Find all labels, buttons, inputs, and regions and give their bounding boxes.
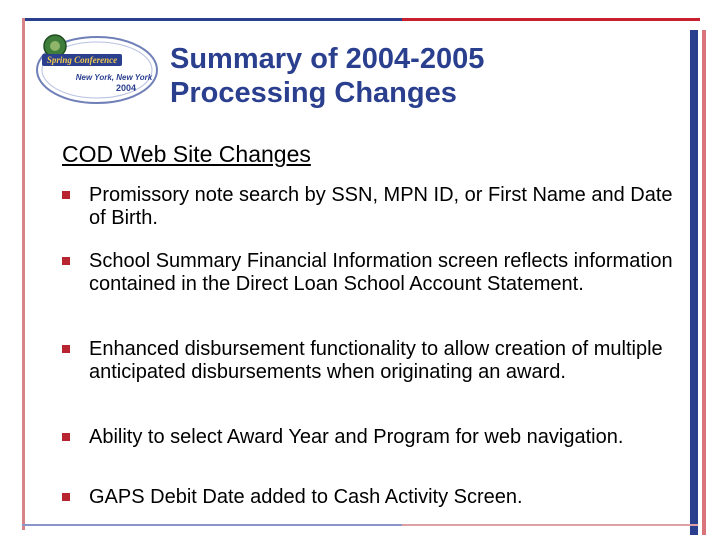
slide-title [170,42,670,110]
square-bullet-icon [62,257,70,265]
square-bullet-icon [62,493,70,501]
bullet-text: Enhanced disbursement functionality to allow creation of multiple anticipated disbursements when originating an award. [89,338,663,383]
square-bullet-icon [62,191,70,199]
bullet-item [62,250,682,296]
bullet-item [62,184,682,230]
bullet-text: Ability to select Award Year and Program for web navigation. [89,426,624,448]
section-heading: COD Web Site Changes [62,141,311,167]
bullet-text: Promissory note search by SSN, MPN ID, or First Name and Date of Birth. [89,184,673,229]
bullet-item [62,338,682,384]
square-bullet-icon [62,345,70,353]
slide-title-line-1: Summary of 2004-2005 [170,43,485,75]
right-frame-bar-red [702,30,706,535]
logo-year-text: 2004 [115,83,137,93]
right-frame-bar-blue [690,30,698,535]
bullet-item [62,486,682,509]
bottom-frame-bar-blue [22,524,402,526]
logo-banner-text: Spring Conference [46,55,118,65]
bullet-text: GAPS Debit Date added to Cash Activity Screen. [89,486,523,508]
square-bullet-icon [62,433,70,441]
spring-conference-logo [34,32,160,106]
top-frame-bar-blue [22,18,402,21]
bullet-item [62,426,682,449]
logo-location-text: New York, New York [75,73,153,82]
bottom-frame-bar-red [402,524,698,526]
top-frame-bar-red [402,18,700,21]
slide-title-line-2: Processing Changes [170,77,457,109]
left-frame-bar [22,18,25,530]
bullet-text: School Summary Financial Information screen reflects information contained in the Direct Loan School Account Statement. [89,250,673,295]
